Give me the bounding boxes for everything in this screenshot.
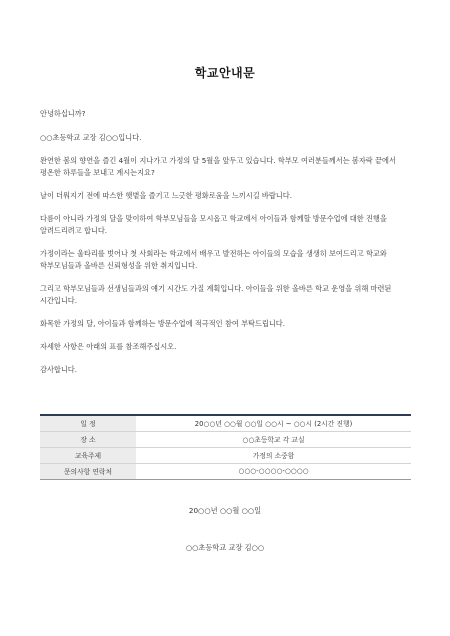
paragraph-thanks: 감사합니다. (40, 365, 78, 374)
paragraph-reference: 자세한 사항은 아래의 표를 참조해주십시오. (40, 342, 177, 351)
paragraph-weather: 날이 더워지기 전에 따스한 햇볕을 즐기고 느긋한 평화로움을 느끼시길 바랍니다. (40, 191, 292, 200)
table-row (40, 447, 411, 463)
signature: ○○초등학교 교장 김○○ (185, 543, 265, 552)
table-value-location: ○○초등학교 각 교실 (136, 431, 411, 447)
paragraph-plan: 그리고 학부모님들과 선생님들과의 얘기 시간도 가질 계획입니다. 아이들을 위한 올바른 학교 운영을 위해 마련된 시간입니다. (40, 284, 392, 305)
paragraph-greeting: 안녕하십니까? (40, 109, 86, 118)
table-value-schedule: 20○○년 ○○월 ○○일 ○○시 ~ ○○시 (2시간 진행) (136, 415, 411, 431)
table-row (40, 415, 411, 431)
table-value-contact: ○○○-○○○○-○○○○ (136, 463, 411, 479)
table-value-topic: 가정의 소중함 (136, 447, 411, 463)
table-label-schedule: 일 정 (40, 415, 136, 431)
paragraph-purpose: 다름이 아니라 가정의 달을 맞이하여 학부모님들을 모시옵고 학교에서 아이들과 함께할 방문수업에 대한 진행을 알려드리려고 합니다. (40, 214, 387, 235)
paragraph-request: 화목한 가정의 달, 아이들과 함께하는 방문수업에 적극적인 참여 부탁드립니다. (40, 319, 286, 328)
paragraph-intent: 가정이라는 울타리를 벗어나 첫 사회라는 학교에서 배우고 발전하는 아이들의 모습을 생생히 보여드리고 학교와 학부모님들과 올바른 신뢰형성을 위한 취지입니다. (40, 249, 387, 270)
letter-body (40, 108, 412, 387)
info-table (40, 414, 411, 480)
paragraph-season: 완연한 봄의 향연을 즐긴 4월이 지나가고 가정의 달 5월을 앞두고 있습니다. 학부모 여러분들께서는 봄자락 끝에서 평온한 하루들을 보내고 계시는지요? (40, 156, 396, 177)
document-date: 20○○년 ○○월 ○○일 (188, 506, 262, 515)
table-row (40, 431, 411, 447)
table-label-topic: 교육주제 (40, 447, 136, 463)
table-label-contact: 문의사항 연락처 (40, 463, 136, 479)
paragraph-introduction: ○○초등학교 교장 김○○입니다. (40, 133, 142, 142)
document-title: 학교안내문 (194, 66, 256, 80)
table-row (40, 463, 411, 479)
table-label-location: 장 소 (40, 431, 136, 447)
